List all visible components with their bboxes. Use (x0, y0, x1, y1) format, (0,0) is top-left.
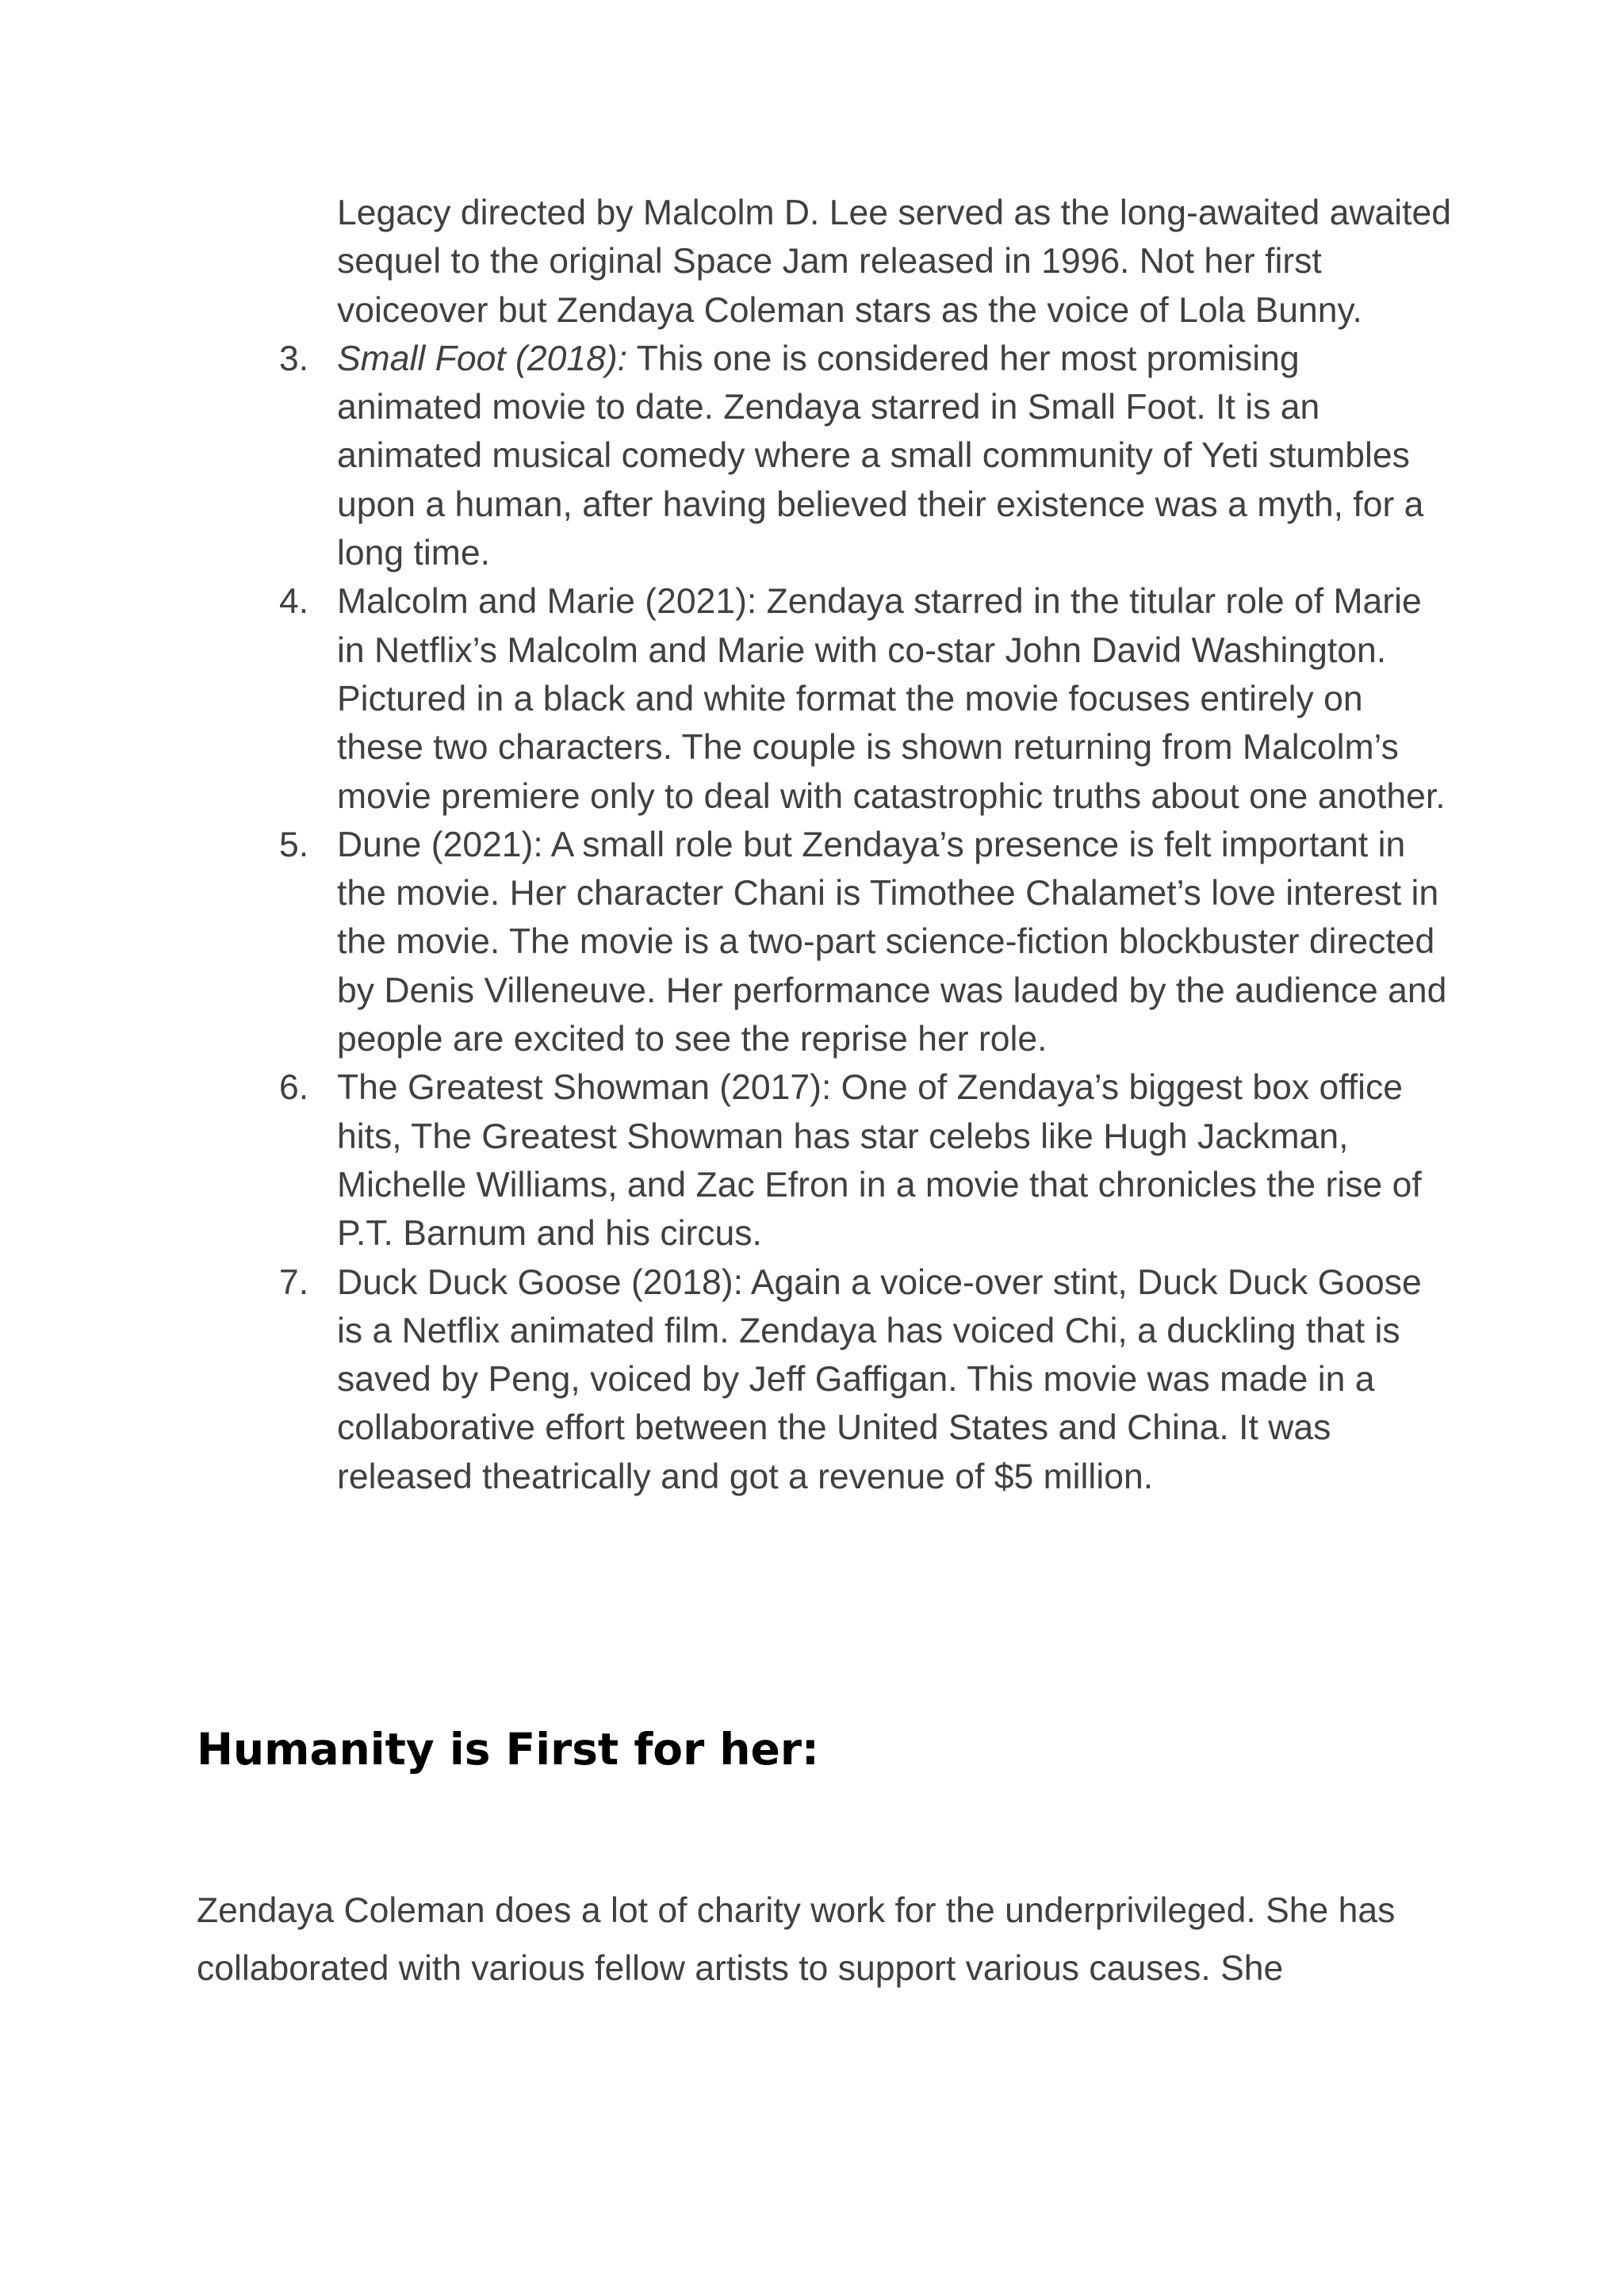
list-item-number: 5. (279, 825, 309, 864)
list-item-number: 3. (279, 339, 309, 378)
list-item-text: The Greatest Showman (2017): One of Zendaya’s biggest box office hits, The Greatest Showman has star celebs like Hugh Jackman, Michelle Williams, and Zac Efron in a movie that chronicles the rise of P.T. Barnum and his circus. (337, 1068, 1422, 1254)
list-item-continuation: Legacy directed by Malcolm D. Lee served as the long-awaited awaited sequel to the original Space Jam released in 1996. Not her first voiceover but Zendaya Coleman stars as the voice of Lola Bunny. (337, 193, 1451, 330)
list-item-text (337, 335, 1453, 577)
list-item (279, 821, 1453, 1063)
movie-list (279, 189, 1453, 1501)
list-item-number: 4. (279, 582, 309, 622)
list-item (279, 577, 1453, 820)
list-item (279, 335, 1453, 577)
list-item (279, 1063, 1453, 1258)
list-item-text: Duck Duck Goose (2018): Again a voice-over stint, Duck Duck Goose is a Netflix animated film. Zendaya has voiced Chi, a duckling that is saved by Peng, voiced by Jeff Gaffigan. This movie was made in a collaborative effort between the United States and China. It was released theatrically and got a revenue of $5 million. (337, 1262, 1422, 1496)
list-item (279, 1258, 1453, 1501)
list-item-text: Malcolm and Marie (2021): Zendaya starred in the titular role of Marie in Netflix’s Malcolm and Marie with co-star John David Washington. Pictured in a black and white format the movie focuses entirely on these two characters. The couple is shown returning from Malcolm’s movie premiere only to deal with catastrophic truths about one another. (337, 582, 1446, 816)
list-item-number: 7. (279, 1262, 309, 1302)
section-heading: Humanity is First for her: (197, 1724, 819, 1775)
list-item-text: Dune (2021): A small role but Zendaya’s presence is felt important in the movie. Her character Chani is Timothee Chalamet’s love interest in the movie. The movie is a two-part science-fiction blockbuster directed by Denis Villeneuve. Her performance was lauded by the audience and people are excited to see the reprise her role. (337, 825, 1447, 1059)
list-item-number: 6. (279, 1068, 309, 1108)
list-item-body: This one is considered her most promising animated movie to date. Zendaya starred in Small Foot. It is an animated musical comedy where a small community of Yeti stumbles upon a human, after having believed their existence was a myth, for a long time. (337, 339, 1424, 573)
list-item-title: Small Foot (2018): (337, 339, 628, 378)
section-paragraph: Zendaya Coleman does a lot of charity work for the underprivileged. She has collaborated with various fellow artists to support various causes. She (197, 1891, 1396, 1988)
